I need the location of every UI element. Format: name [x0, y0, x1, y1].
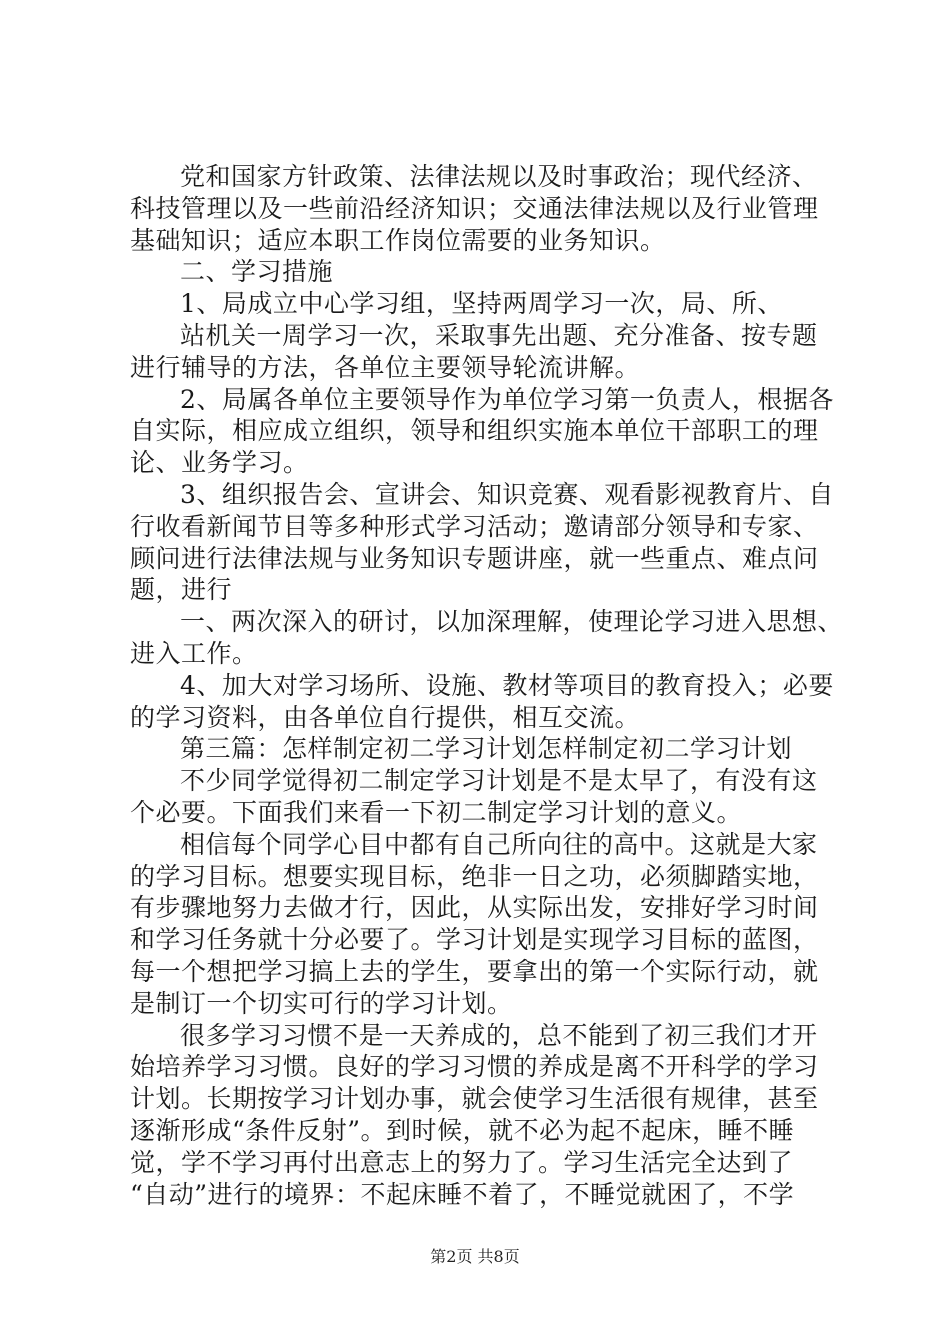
text-line: 二、学习措施 — [180, 257, 334, 287]
text-line: 一、两次深入的研讨，以加深理解，使理论学习进入思想、 — [180, 607, 844, 637]
text-line: 基础知识；适应本职工作岗位需要的业务知识。 — [130, 225, 666, 255]
text-line: 科技管理以及一些前沿经济知识；交通法律法规以及行业管理 — [130, 193, 819, 223]
text-line: 顾问进行法律法规与业务知识专题讲座，就一些重点、难点问 — [130, 543, 819, 573]
text-line: 自实际，相应成立组织，领导和组织实施本单位干部职工的理 — [130, 416, 819, 446]
text-line: 觉，学不学习再付出意志上的努力了。学习生活完全达到了 — [130, 1147, 794, 1177]
text-line: 党和国家方针政策、法律法规以及时事政治；现代经济、 — [180, 162, 818, 191]
text-line: 计划。长期按学习计划办事，就会使学习生活很有规律，甚至 — [130, 1084, 819, 1114]
text-line: 有步骤地努力去做才行，因此，从实际出发，安排好学习时间 — [130, 893, 819, 923]
text-line: 逐渐形成“条件反射”。到时候，就不必为起不起床，睡不睡 — [130, 1115, 795, 1145]
text-line: 的学习目标。想要实现目标，绝非一日之功，必须脚踏实地， — [130, 861, 819, 891]
text-line: 3、组织报告会、宣讲会、知识竞赛、观看影视教育片、自 — [180, 479, 834, 509]
document-body — [130, 161, 844, 1210]
text-line: 很多学习习惯不是一天养成的，总不能到了初三我们才开 — [180, 1020, 818, 1050]
text-line: 是制订一个切实可行的学习计划。 — [130, 988, 513, 1018]
text-line: 和学习任务就十分必要了。学习计划是实现学习目标的蓝图， — [130, 925, 819, 955]
text-line: 行收看新闻节目等多种形式学习活动；邀请部分领导和专家、 — [130, 511, 819, 541]
page-footer: 第2页 共8页 — [430, 1247, 520, 1266]
text-line: 1、局成立中心学习组，坚持两周学习一次，局、所、 — [180, 289, 783, 319]
text-line: 个必要。下面我们来看一下初二制定学习计划的意义。 — [130, 797, 743, 827]
text-line: 相信每个同学心目中都有自己所向往的高中。这就是大家 — [180, 829, 818, 859]
text-line: 不少同学觉得初二制定学习计划是不是太早了，有没有这 — [180, 766, 818, 796]
text-line: 第三篇：怎样制定初二学习计划怎样制定初二学习计划 — [180, 734, 793, 764]
text-line: “自动”进行的境界：不起床睡不着了，不睡觉就困了，不学 — [130, 1179, 795, 1209]
text-line: 论、业务学习。 — [130, 448, 309, 478]
text-line: 站机关一周学习一次，采取事先出题、充分准备、按专题 — [180, 320, 818, 350]
text-line: 进入工作。 — [130, 638, 258, 668]
text-line: 的学习资料，由各单位自行提供，相互交流。 — [130, 702, 641, 732]
text-line: 进行辅导的方法，各单位主要领导轮流讲解。 — [130, 352, 641, 382]
text-line: 4、加大对学习场所、设施、教材等项目的教育投入；必要 — [180, 670, 834, 700]
text-line: 2、局属各单位主要领导作为单位学习第一负责人，根据各 — [180, 384, 834, 414]
text-line: 题，进行 — [130, 575, 233, 605]
text-line: 每一个想把学习搞上去的学生，要拿出的第一个实际行动，就 — [130, 956, 819, 986]
text-line: 始培养学习习惯。良好的学习习惯的养成是离不开科学的学习 — [130, 1052, 819, 1082]
